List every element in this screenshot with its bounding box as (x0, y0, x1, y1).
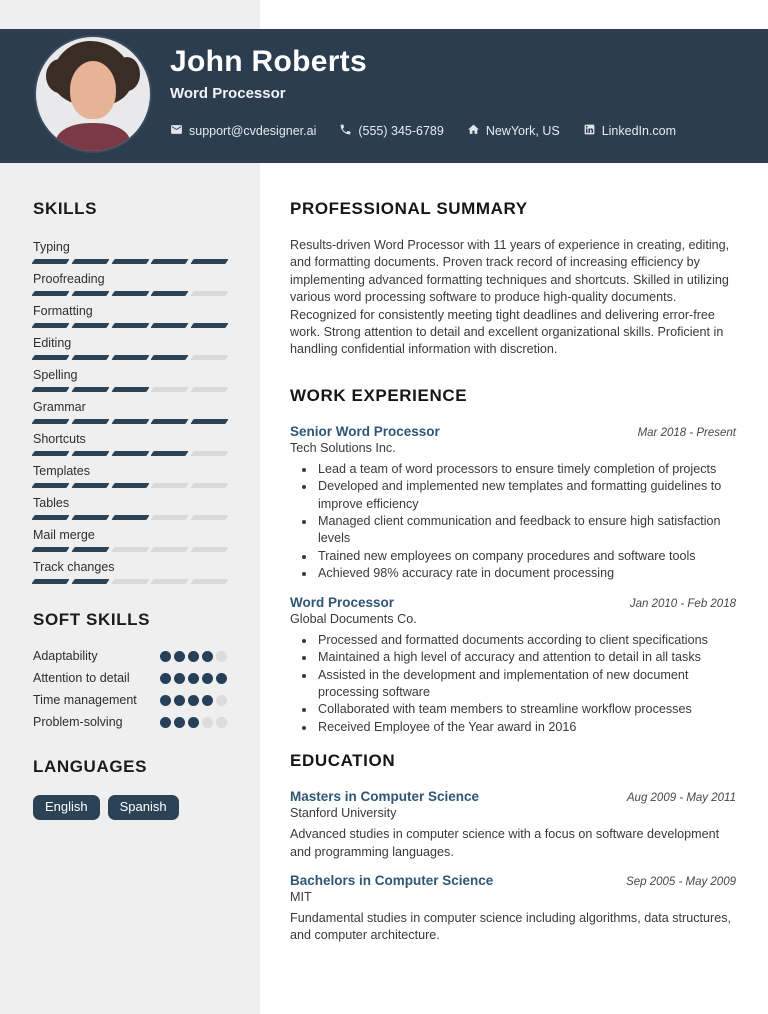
bar-segment-filled (191, 419, 229, 424)
bar-segment-filled (111, 355, 149, 360)
bar-segment-filled (151, 259, 189, 264)
skill-item (33, 240, 227, 264)
education-dates: Aug 2009 - May 2011 (626, 792, 736, 805)
job-bullet-list (290, 632, 736, 736)
soft-skill-row (33, 712, 227, 733)
skill-label: Grammar (33, 400, 86, 414)
soft-skills-heading: SOFT SKILLS (33, 610, 151, 629)
bar-segment-filled (71, 291, 109, 296)
bar-segment-filled (71, 483, 109, 488)
contact-item[interactable] (170, 123, 316, 139)
bar-segment-empty (111, 547, 149, 552)
bar-segment-empty (191, 547, 229, 552)
bar-segment-filled (191, 323, 229, 328)
soft-skill-label: Time management (33, 693, 137, 707)
skill-item (33, 560, 227, 584)
skill-label: Typing (33, 240, 70, 254)
skill-label: Templates (33, 464, 90, 478)
bar-segment-filled (31, 547, 69, 552)
contact-text: (555) 345-6789 (358, 124, 444, 138)
education-dates: Sep 2005 - May 2009 (626, 875, 736, 888)
candidate-title: Word Processor (170, 85, 286, 102)
rating-dot-filled (174, 695, 185, 706)
bar-segment-empty (151, 579, 189, 584)
contact-item (339, 123, 443, 139)
job-bullet: • Trained new employees on company procedures and software tools (316, 548, 736, 565)
rating-dot-filled (202, 695, 213, 706)
bar-segment-filled (71, 579, 109, 584)
rating-dot-filled (202, 673, 213, 684)
skill-level-bar (33, 483, 227, 488)
skill-label: Proofreading (33, 272, 105, 286)
skill-level-bar (33, 419, 227, 424)
job-title: Word Processor (290, 594, 395, 610)
contact-text: support@cvdesigner.ai (189, 124, 317, 138)
job-bullet: • Received Employee of the Year award in 2016 (316, 719, 736, 736)
skill-item (33, 528, 227, 552)
skill-level-bar (33, 323, 227, 328)
bar-segment-filled (71, 355, 109, 360)
phone-icon (339, 123, 352, 139)
contact-item[interactable] (583, 123, 676, 139)
bar-segment-filled (31, 451, 69, 456)
skill-level-bar (33, 515, 227, 520)
soft-skill-label: Problem-solving (33, 715, 123, 729)
bar-segment-filled (31, 259, 69, 264)
skill-level-bar (33, 259, 227, 264)
bar-segment-empty (191, 579, 229, 584)
photo-face (70, 61, 116, 119)
soft-skill-dots (160, 668, 227, 689)
soft-skill-dots (160, 646, 227, 667)
job-entry-header (290, 424, 736, 439)
linkedin-icon (583, 123, 596, 139)
job-title: Senior Word Processor (290, 423, 440, 439)
job-dates: Mar 2018 - Present (637, 426, 736, 439)
bar-segment-filled (151, 291, 189, 296)
soft-skill-row (33, 668, 227, 689)
skill-item (33, 496, 227, 520)
rating-dot-filled (202, 651, 213, 662)
rating-dot-filled (160, 673, 171, 684)
soft-skill-row (33, 646, 227, 667)
bar-segment-filled (31, 323, 69, 328)
job-dates: Jan 2010 - Feb 2018 (629, 597, 736, 610)
skill-label: Formatting (33, 304, 93, 318)
skill-level-bar (33, 547, 227, 552)
bar-segment-filled (71, 419, 109, 424)
skill-item (33, 304, 227, 328)
bar-segment-filled (151, 419, 189, 424)
bar-segment-filled (111, 323, 149, 328)
skill-item (33, 336, 227, 360)
bar-segment-filled (31, 515, 69, 520)
bar-segment-filled (31, 419, 69, 424)
language-badge: English (33, 795, 100, 820)
bar-segment-filled (111, 387, 149, 392)
soft-skills-list (33, 646, 227, 733)
job-bullet: • Managed client communication and feedback to ensure high satisfaction levels (316, 513, 736, 548)
bar-segment-filled (71, 547, 109, 552)
rating-dot-filled (188, 673, 199, 684)
rating-dot-filled (160, 651, 171, 662)
email-icon (170, 123, 183, 139)
bar-segment-empty (151, 483, 189, 488)
job-bullet: • Achieved 98% accuracy rate in document processing (316, 565, 736, 582)
bar-segment-empty (191, 451, 229, 456)
rating-dot-empty (216, 717, 227, 728)
rating-dot-filled (174, 717, 185, 728)
skill-item (33, 464, 227, 488)
job-entry-header (290, 595, 736, 610)
job-company: Global Documents Co. (290, 611, 417, 626)
rating-dot-filled (174, 673, 185, 684)
skill-level-bar (33, 451, 227, 456)
soft-skill-label: Adaptability (33, 649, 98, 663)
education-entry-header (290, 873, 736, 888)
job-bullet: • Maintained a high level of accuracy and attention to detail in all tasks (316, 649, 736, 666)
education-entry (290, 873, 736, 945)
education-description: Advanced studies in computer science with a focus on software development and programming languages. (290, 827, 720, 859)
skill-item (33, 432, 227, 456)
contact-row (170, 123, 676, 139)
education-heading: EDUCATION (290, 751, 396, 771)
bar-segment-empty (111, 579, 149, 584)
bar-segment-filled (111, 483, 149, 488)
job-bullet: • Assisted in the development and implementation of new document processing software (316, 667, 736, 702)
bar-segment-empty (151, 515, 189, 520)
main-column (290, 163, 736, 957)
resume-header (0, 29, 768, 163)
bar-segment-filled (31, 579, 69, 584)
skill-label: Mail merge (33, 528, 95, 542)
school-name: MIT (290, 889, 312, 904)
experience-heading: WORK EXPERIENCE (290, 385, 468, 405)
skill-level-bar (33, 387, 227, 392)
skill-item (33, 272, 227, 296)
education-list (290, 789, 736, 945)
rating-dot-filled (188, 651, 199, 662)
bar-segment-filled (111, 515, 149, 520)
skill-level-bar (33, 355, 227, 360)
bar-segment-filled (71, 515, 109, 520)
education-entry-header (290, 789, 736, 804)
rating-dot-empty (216, 651, 227, 662)
skill-item (33, 400, 227, 424)
education-entry (290, 789, 736, 861)
degree-title: Masters in Computer Science (290, 789, 480, 805)
bar-segment-filled (111, 259, 149, 264)
skill-label: Track changes (33, 560, 115, 574)
skill-level-bar (33, 291, 227, 296)
job-bullet: • Developed and implemented new templates and formatting guidelines to improve efficiency (316, 478, 736, 513)
rating-dot-filled (188, 695, 199, 706)
skill-item (33, 368, 227, 392)
bar-segment-filled (111, 419, 149, 424)
rating-dot-empty (202, 717, 213, 728)
contact-item (467, 123, 560, 139)
job-bullet: • Processed and formatted documents according to client specifications (316, 632, 736, 649)
bar-segment-filled (71, 323, 109, 328)
skill-label: Tables (33, 496, 70, 510)
bar-segment-filled (191, 259, 229, 264)
bar-segment-filled (31, 291, 69, 296)
job-company: Tech Solutions Inc. (290, 440, 396, 455)
summary-text: Results-driven Word Processor with 11 years of experience in creating, editing, and formatting documents. Proven track record of increasing efficiency by implementing advanced formatting techniques and shortcuts. Skilled in utilizing various word processing software to produce high-quality documents. Recognized for consistently meeting tight deadlines and delivering error-free work. Strong attention to detail and excellent organizational skills. Proficient in handling confidential information with discretion. (290, 238, 730, 357)
language-badge: Spanish (108, 795, 179, 820)
photo-hair-right (114, 57, 140, 91)
languages-heading: LANGUAGES (33, 757, 148, 776)
job-entry (290, 424, 736, 583)
experience-list (290, 424, 736, 736)
photo-shirt (56, 123, 130, 151)
bar-segment-filled (111, 291, 149, 296)
contact-text: LinkedIn.com (601, 124, 677, 138)
sidebar (0, 163, 260, 820)
bar-segment-empty (191, 291, 229, 296)
bar-segment-empty (151, 387, 189, 392)
rating-dot-filled (160, 695, 171, 706)
school-name: Stanford University (290, 806, 397, 821)
header-text-block (170, 45, 367, 102)
skill-label: Editing (33, 336, 72, 350)
bar-segment-empty (191, 483, 229, 488)
bar-segment-filled (31, 483, 69, 488)
soft-skill-label: Attention to detail (33, 671, 130, 685)
soft-skill-dots (160, 712, 227, 733)
summary-heading: PROFESSIONAL SUMMARY (290, 199, 528, 218)
soft-skill-dots (160, 690, 227, 711)
bar-segment-filled (151, 323, 189, 328)
job-bullet: • Lead a team of word processors to ensure timely completion of projects (316, 461, 736, 478)
bar-segment-filled (71, 451, 109, 456)
bar-segment-filled (31, 387, 69, 392)
skills-heading: SKILLS (33, 199, 98, 218)
bar-segment-filled (71, 259, 109, 264)
degree-title: Bachelors in Computer Science (290, 872, 494, 888)
bar-segment-filled (31, 355, 69, 360)
bar-segment-empty (191, 355, 229, 360)
bar-segment-empty (151, 547, 189, 552)
bar-segment-filled (151, 451, 189, 456)
skill-label: Shortcuts (33, 432, 86, 446)
home-icon (467, 123, 480, 139)
candidate-name: John Roberts (170, 45, 367, 78)
rating-dot-filled (174, 651, 185, 662)
bar-segment-filled (151, 355, 189, 360)
bar-segment-filled (71, 387, 109, 392)
skills-list (33, 240, 227, 584)
bar-segment-empty (191, 515, 229, 520)
education-description: Fundamental studies in computer science including algorithms, data structures, and computer architecture. (290, 910, 732, 943)
bar-segment-empty (191, 387, 229, 392)
rating-dot-filled (160, 717, 171, 728)
rating-dot-filled (216, 673, 227, 684)
rating-dot-empty (216, 695, 227, 706)
job-bullet: • Collaborated with team members to streamline workflow processes (316, 701, 736, 718)
contact-text: NewYork, US (485, 124, 560, 138)
soft-skill-row (33, 690, 227, 711)
job-bullet-list (290, 461, 736, 583)
languages-list (33, 795, 227, 820)
skill-label: Spelling (33, 368, 78, 382)
job-entry (290, 595, 736, 736)
profile-photo (36, 37, 150, 151)
rating-dot-filled (188, 717, 199, 728)
bar-segment-filled (111, 451, 149, 456)
skill-level-bar (33, 579, 227, 584)
